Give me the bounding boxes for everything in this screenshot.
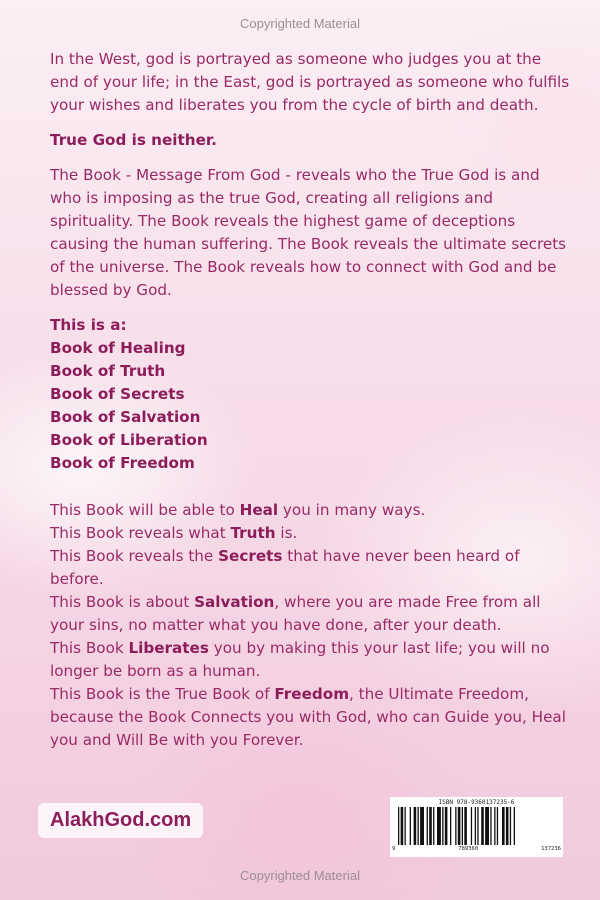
- barcode-digit-group: 9: [392, 846, 396, 852]
- barcode-bars: [398, 807, 556, 845]
- barcode-bar: [494, 807, 495, 845]
- barcode-bar: [502, 807, 505, 845]
- barcode-bar: [433, 807, 434, 845]
- tagline: True God is neither.: [50, 131, 217, 149]
- statements-list: [50, 499, 570, 752]
- barcode-bar: [410, 807, 411, 845]
- barcode-bar: [401, 807, 404, 845]
- barcode-bar: [471, 807, 472, 845]
- book-types-intro: This is a:: [50, 316, 127, 334]
- statement-salvation: This Book is about Salvation, where you are made Free from all your sins, no matter what you have done, after your death.: [50, 593, 541, 634]
- barcode-digit-group: 137236: [541, 846, 561, 852]
- barcode-bar: [429, 807, 432, 845]
- book-type-item: Book of Freedom: [50, 454, 195, 472]
- barcode-bar: [427, 807, 428, 845]
- isbn-barcode: [390, 797, 563, 857]
- barcode-bar: [475, 807, 476, 845]
- barcode-bar: [420, 807, 424, 845]
- isbn-label: ISBN 978-9360137235-6: [438, 799, 515, 806]
- barcode-bar: [445, 807, 448, 845]
- book-type-item: Book of Secrets: [50, 385, 185, 403]
- watermark-top: Copyrighted Material: [240, 16, 360, 31]
- barcode-bar: [481, 807, 484, 845]
- statement-secrets: This Book reveals the Secrets that have never been heard of before.: [50, 547, 520, 588]
- barcode-bar: [514, 807, 515, 845]
- description-paragraph: The Book - Message From God - reveals who the True God is and who is imposing as the true God, creating all religions and spirituality. The Book reveals the highest game of deceptions causing the human suffering. The Book reveals the ultimate secrets of the universe. The Book reveals how to connect with God and be blessed by God.: [50, 166, 567, 299]
- statement-heal: This Book will be able to Heal you in many ways.: [50, 501, 426, 519]
- book-type-item: Book of Healing: [50, 339, 186, 357]
- book-type-item: Book of Salvation: [50, 408, 201, 426]
- barcode-bar: [455, 807, 456, 845]
- barcode-bar: [497, 807, 498, 845]
- statement-freedom: This Book is the True Book of Freedom, the Ultimate Freedom, because the Book Connects you with God, who can Guide you, Heal you and Will Be with you Forever.: [50, 685, 566, 749]
- book-type-item: Book of Truth: [50, 362, 166, 380]
- barcode-digits: [392, 846, 561, 852]
- barcode-bar: [485, 807, 489, 845]
- website-link[interactable]: AlakhGod.com: [38, 803, 203, 838]
- watermark-bottom: Copyrighted Material: [240, 868, 360, 883]
- barcode-bar: [405, 807, 406, 845]
- intro-paragraph: In the West, god is portrayed as someone who judges you at the end of your life; in the East, god is portrayed as someone who fulfils your wishes and liberates you from the cycle of birth and death.: [50, 50, 570, 114]
- book-type-item: Book of Liberation: [50, 431, 208, 449]
- statement-truth: This Book reveals what Truth is.: [50, 524, 298, 542]
- barcode-bar: [442, 807, 443, 845]
- barcode-bar: [418, 807, 419, 845]
- back-cover-text: [50, 48, 570, 752]
- barcode-bar: [414, 807, 417, 845]
- barcode-bar: [398, 807, 399, 845]
- barcode-bar: [477, 807, 478, 845]
- barcode-bar: [450, 807, 451, 845]
- barcode-bar: [437, 807, 441, 845]
- barcode-digit-group: 789360: [458, 846, 479, 852]
- barcode-bar: [490, 807, 491, 845]
- statement-liberates: This Book Liberates you by making this your last life; you will no longer be born as a human.: [50, 639, 550, 680]
- barcode-bar: [462, 807, 463, 845]
- barcode-bar: [464, 807, 467, 845]
- barcode-bar: [506, 807, 509, 845]
- barcode-bar: [510, 807, 511, 845]
- barcode-bar: [458, 807, 461, 845]
- book-types-list: [50, 337, 570, 475]
